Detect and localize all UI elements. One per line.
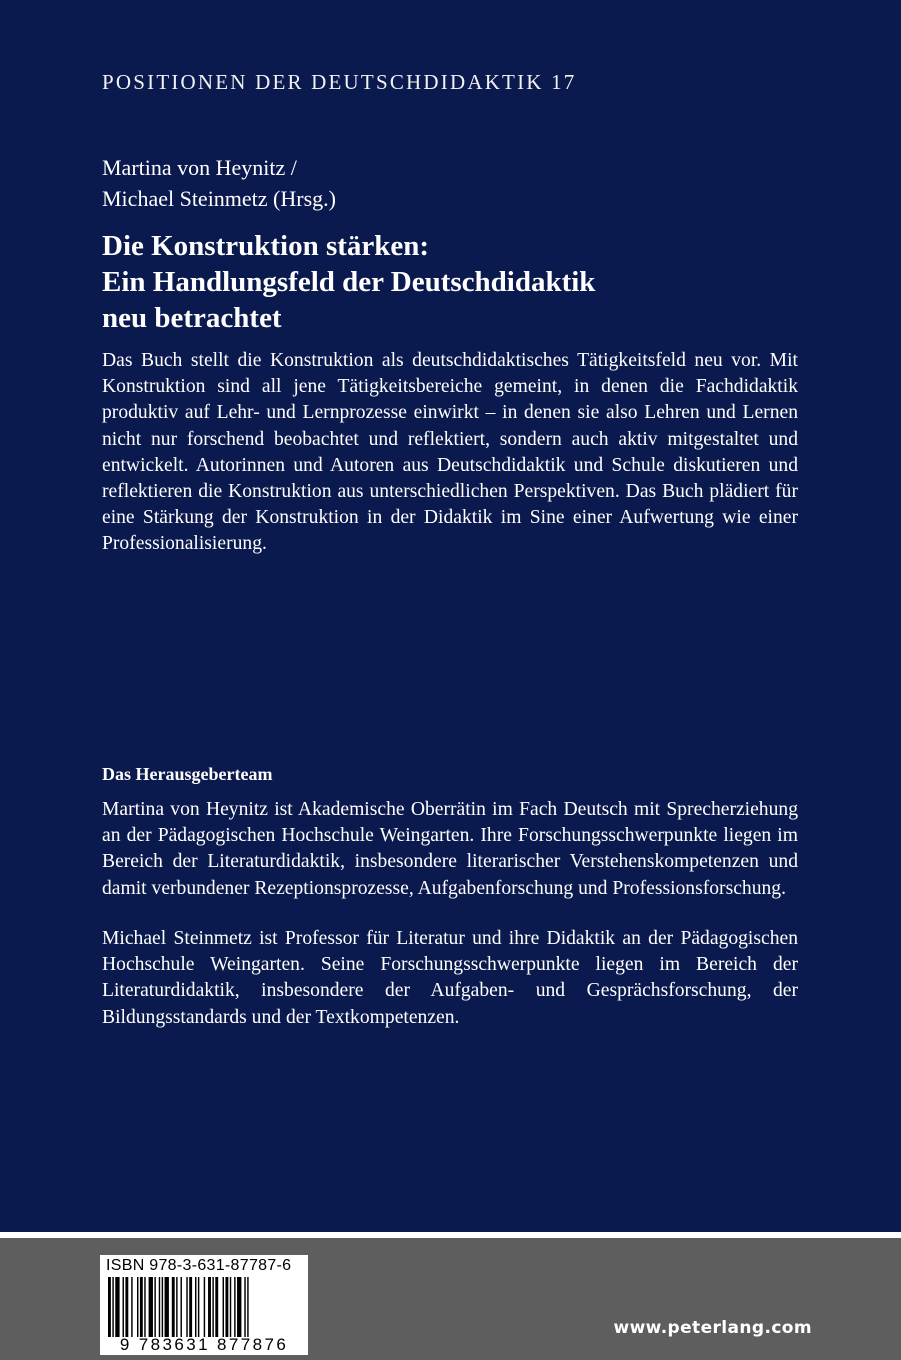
publisher-website[interactable]: www.peterlang.com — [613, 1318, 812, 1338]
book-description: Das Buch stellt die Konstruktion als deutschdidaktisches Tätigkeitsfeld neu vor. Mit Konstruktion sind all jene Tätigkeitsbereiche gemeint, in denen die Fachdidaktik produktiv auf Lehr- und Lernprozesse einwirkt – in denen sie also Lehren und Lernen nicht nur forschend beobachtet und reflektiert, sondern auch aktiv mitgestaltet und entwickelt. Autorinnen und Autoren aus Deutschdidaktik und Schule diskutieren und reflektieren die Konstruktion aus unterschiedlichen Perspektiven. Das Buch plädiert für eine Stärkung der Konstruktion in der Didaktik im Sine einer Aufwertung wie einer Professionalisierung. — [102, 350, 798, 555]
title-line-2: Ein Handlungsfeld der Deutschdidaktik — [102, 266, 596, 298]
barcode-block — [100, 1255, 308, 1355]
barcode-bar — [137, 1277, 138, 1337]
editors-heading: Das Herausgeberteam — [102, 764, 273, 784]
barcode-bar — [176, 1277, 177, 1337]
barcode-bar — [247, 1277, 248, 1337]
barcode-bar — [131, 1277, 132, 1337]
barcode-bar — [198, 1277, 199, 1337]
title-line-3: neu betrachtet — [102, 302, 282, 334]
barcode-bar — [186, 1277, 187, 1337]
barcode-bar — [181, 1277, 182, 1337]
barcode-bar — [123, 1277, 124, 1337]
barcode-bar — [115, 1277, 119, 1337]
barcode-bar — [165, 1277, 169, 1337]
barcode-bar — [212, 1277, 213, 1337]
bio-steinmetz: Michael Steinmetz ist Professor für Literatur und ihre Didaktik an der Pädagogischen Hochschule Weingarten. Seine Forschungsschwerpunkte liegen im Bereich der Literaturdidaktik, insbesondere der Aufgaben- und Gesprächsforschung, der Bildungsstandards und der Textkompetenzen. — [102, 928, 798, 1028]
series-title: POSITIONEN DER DEUTSCHDIDAKTIK 17 — [102, 70, 577, 94]
editor-line-1: Martina von Heynitz / — [102, 155, 297, 180]
barcode-bar — [208, 1277, 211, 1337]
barcode-bar — [215, 1277, 218, 1337]
barcode-bar — [159, 1277, 160, 1337]
editors — [102, 152, 336, 214]
barcode-bar — [225, 1277, 228, 1337]
barcode-bar — [234, 1277, 235, 1337]
barcode-icon — [106, 1277, 302, 1337]
barcode-bar — [144, 1277, 145, 1337]
barcode-bar — [244, 1277, 245, 1337]
barcode-bar — [162, 1277, 163, 1337]
barcode-bar — [112, 1277, 113, 1337]
barcode-bar — [204, 1277, 205, 1337]
title-line-1: Die Konstruktion stärken: — [102, 230, 430, 262]
barcode-bar — [154, 1277, 155, 1337]
barcode-bar — [230, 1277, 231, 1337]
barcode-bar — [140, 1277, 143, 1337]
barcode-bar — [189, 1277, 192, 1337]
editor-line-2: Michael Steinmetz (Hrsg.) — [102, 186, 336, 211]
barcode-bar — [195, 1277, 196, 1337]
bio-heynitz: Martina von Heynitz ist Akademische Oberrätin im Fach Deutsch mit Sprecherziehung an der Pädagogischen Hochschule Weingarten. Ihre Forschungsschwerpunkte liegen im Bereich der Literaturdidaktik, insbesondere literarischer Verstehenskompetenzen und damit verbundener Rezeptionsprozesse, Aufgabenforschung und Professionsforschung. — [102, 799, 798, 899]
barcode-bar — [149, 1277, 153, 1337]
barcode-bar — [108, 1277, 111, 1337]
barcode-bar — [125, 1277, 128, 1337]
isbn-label: ISBN 978-3-631-87787-6 — [106, 1257, 292, 1274]
barcode-bar — [172, 1277, 175, 1337]
barcode-digits: 9 783631 877876 — [119, 1335, 289, 1354]
barcode-bar — [223, 1277, 224, 1337]
book-title — [102, 228, 802, 336]
barcode-bar — [237, 1277, 241, 1337]
